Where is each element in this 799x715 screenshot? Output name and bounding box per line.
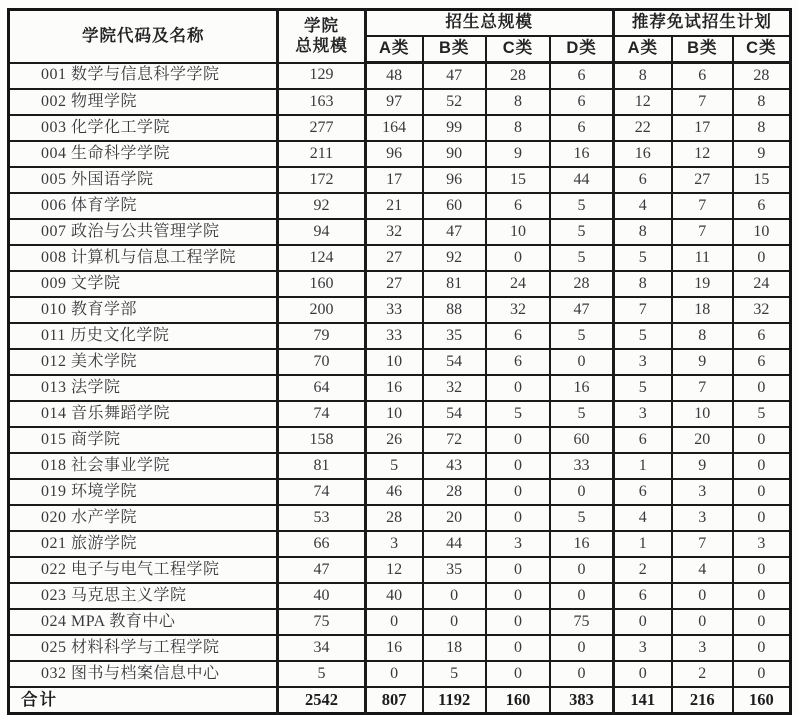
value-cell: 160	[278, 271, 365, 297]
college-name-cell: 019 环境学院	[9, 479, 278, 505]
value-cell: 10	[365, 401, 423, 427]
college-name-cell: 020 水产学院	[9, 505, 278, 531]
value-cell: 7	[672, 89, 733, 115]
value-cell: 7	[672, 219, 733, 245]
college-name-cell: 004 生命科学学院	[9, 141, 278, 167]
value-cell: 6	[613, 167, 672, 193]
value-cell: 32	[733, 297, 791, 323]
value-cell: 5	[550, 323, 613, 349]
value-cell: 40	[278, 583, 365, 609]
value-cell: 16	[550, 141, 613, 167]
table-row	[9, 297, 791, 323]
value-cell: 88	[423, 297, 486, 323]
value-cell: 92	[278, 193, 365, 219]
value-cell: 24	[733, 271, 791, 297]
header-college-total-line2: 总规模	[295, 37, 348, 56]
value-cell: 160	[486, 687, 551, 714]
value-cell: 28	[365, 505, 423, 531]
value-cell: 0	[423, 583, 486, 609]
value-cell: 2542	[278, 687, 365, 714]
value-cell: 0	[550, 661, 613, 687]
value-cell: 0	[613, 609, 672, 635]
value-cell: 28	[550, 271, 613, 297]
value-cell: 9	[733, 141, 791, 167]
value-cell: 5	[423, 661, 486, 687]
value-cell: 28	[733, 63, 791, 90]
value-cell: 6	[613, 583, 672, 609]
value-cell: 211	[278, 141, 365, 167]
value-cell: 8	[672, 323, 733, 349]
college-name-cell: 001 数学与信息科学学院	[9, 63, 278, 90]
college-name-cell: 005 外国语学院	[9, 167, 278, 193]
table-row	[9, 661, 791, 687]
value-cell: 9	[672, 453, 733, 479]
value-cell: 5	[550, 401, 613, 427]
value-cell: 8	[733, 115, 791, 141]
value-cell: 6	[486, 193, 551, 219]
value-cell: 46	[365, 479, 423, 505]
value-cell: 66	[278, 531, 365, 557]
value-cell: 0	[550, 583, 613, 609]
value-cell: 160	[733, 687, 791, 714]
value-cell: 11	[672, 245, 733, 271]
value-cell: 0	[365, 661, 423, 687]
value-cell: 6	[613, 427, 672, 453]
value-cell: 16	[550, 531, 613, 557]
value-cell: 26	[365, 427, 423, 453]
value-cell: 10	[365, 349, 423, 375]
value-cell: 47	[278, 557, 365, 583]
value-cell: 10	[733, 219, 791, 245]
value-cell: 17	[365, 167, 423, 193]
value-cell: 6	[550, 63, 613, 90]
value-cell: 6	[550, 115, 613, 141]
value-cell: 158	[278, 427, 365, 453]
value-cell: 33	[550, 453, 613, 479]
enrollment-table	[7, 8, 792, 715]
value-cell: 4	[613, 193, 672, 219]
table-row	[9, 583, 791, 609]
college-name-cell: 013 法学院	[9, 375, 278, 401]
value-cell: 6	[672, 63, 733, 90]
value-cell: 12	[365, 557, 423, 583]
value-cell: 383	[550, 687, 613, 714]
table-body	[9, 63, 791, 714]
value-cell: 5	[486, 401, 551, 427]
value-cell: 3	[672, 635, 733, 661]
value-cell: 7	[672, 375, 733, 401]
value-cell: 21	[365, 193, 423, 219]
value-cell: 10	[486, 219, 551, 245]
value-cell: 6	[733, 193, 791, 219]
value-cell: 6	[550, 89, 613, 115]
header-college-code-name: 学院代码及名称	[9, 10, 278, 63]
value-cell: 3	[486, 531, 551, 557]
value-cell: 19	[672, 271, 733, 297]
value-cell: 74	[278, 401, 365, 427]
value-cell: 0	[733, 609, 791, 635]
value-cell: 47	[423, 219, 486, 245]
value-cell: 1	[613, 453, 672, 479]
table-row	[9, 115, 791, 141]
value-cell: 96	[365, 141, 423, 167]
table-row	[9, 401, 791, 427]
value-cell: 0	[733, 245, 791, 271]
header-exempt-class-a: A类	[613, 36, 672, 63]
value-cell: 33	[365, 323, 423, 349]
value-cell: 0	[486, 479, 551, 505]
value-cell: 47	[423, 63, 486, 90]
table-row	[9, 349, 791, 375]
value-cell: 52	[423, 89, 486, 115]
value-cell: 0	[550, 349, 613, 375]
value-cell: 0	[486, 427, 551, 453]
value-cell: 54	[423, 349, 486, 375]
value-cell: 5	[365, 453, 423, 479]
table-row	[9, 453, 791, 479]
table-row	[9, 193, 791, 219]
header-enrollment-group: 招生总规模	[365, 10, 613, 37]
value-cell: 74	[278, 479, 365, 505]
table-row	[9, 375, 791, 401]
college-name-cell: 025 材料科学与工程学院	[9, 635, 278, 661]
value-cell: 5	[613, 245, 672, 271]
total-label-cell: 合计	[9, 687, 278, 714]
value-cell: 81	[423, 271, 486, 297]
value-cell: 807	[365, 687, 423, 714]
value-cell: 60	[550, 427, 613, 453]
college-name-cell: 022 电子与电气工程学院	[9, 557, 278, 583]
value-cell: 79	[278, 323, 365, 349]
value-cell: 0	[486, 635, 551, 661]
college-name-cell: 014 音乐舞蹈学院	[9, 401, 278, 427]
value-cell: 6	[733, 323, 791, 349]
value-cell: 32	[423, 375, 486, 401]
college-name-cell: 021 旅游学院	[9, 531, 278, 557]
value-cell: 16	[365, 375, 423, 401]
value-cell: 28	[423, 479, 486, 505]
value-cell: 47	[550, 297, 613, 323]
value-cell: 81	[278, 453, 365, 479]
header-college-total-scale	[278, 10, 365, 63]
value-cell: 0	[486, 609, 551, 635]
value-cell: 6	[486, 349, 551, 375]
value-cell: 16	[613, 141, 672, 167]
value-cell: 0	[733, 375, 791, 401]
value-cell: 8	[613, 63, 672, 90]
value-cell: 164	[365, 115, 423, 141]
value-cell: 0	[733, 453, 791, 479]
header-exempt-class-c: C类	[733, 36, 791, 63]
college-name-cell: 012 美术学院	[9, 349, 278, 375]
table-row	[9, 219, 791, 245]
value-cell: 40	[365, 583, 423, 609]
value-cell: 163	[278, 89, 365, 115]
value-cell: 75	[278, 609, 365, 635]
value-cell: 15	[733, 167, 791, 193]
value-cell: 16	[550, 375, 613, 401]
value-cell: 6	[486, 323, 551, 349]
value-cell: 1192	[423, 687, 486, 714]
value-cell: 0	[733, 427, 791, 453]
value-cell: 24	[486, 271, 551, 297]
header-exempt-class-b: B类	[672, 36, 733, 63]
value-cell: 0	[733, 557, 791, 583]
value-cell: 90	[423, 141, 486, 167]
table-row	[9, 635, 791, 661]
value-cell: 5	[613, 323, 672, 349]
value-cell: 97	[365, 89, 423, 115]
value-cell: 17	[672, 115, 733, 141]
college-name-cell: 003 化学化工学院	[9, 115, 278, 141]
value-cell: 27	[365, 271, 423, 297]
value-cell: 8	[613, 271, 672, 297]
header-row-groups	[9, 10, 791, 37]
value-cell: 7	[613, 297, 672, 323]
value-cell: 75	[550, 609, 613, 635]
table-row	[9, 531, 791, 557]
header-enroll-class-c: C类	[486, 36, 551, 63]
table-row	[9, 557, 791, 583]
value-cell: 0	[550, 635, 613, 661]
table-row	[9, 323, 791, 349]
value-cell: 0	[733, 635, 791, 661]
value-cell: 5	[550, 193, 613, 219]
value-cell: 5	[733, 401, 791, 427]
value-cell: 20	[423, 505, 486, 531]
value-cell: 129	[278, 63, 365, 90]
value-cell: 48	[365, 63, 423, 90]
value-cell: 124	[278, 245, 365, 271]
college-name-cell: 009 文学院	[9, 271, 278, 297]
value-cell: 20	[672, 427, 733, 453]
value-cell: 9	[672, 349, 733, 375]
value-cell: 4	[613, 505, 672, 531]
value-cell: 35	[423, 557, 486, 583]
value-cell: 0	[486, 505, 551, 531]
table-row	[9, 89, 791, 115]
value-cell: 53	[278, 505, 365, 531]
value-cell: 7	[672, 531, 733, 557]
table-row	[9, 505, 791, 531]
value-cell: 5	[550, 219, 613, 245]
value-cell: 27	[672, 167, 733, 193]
value-cell: 0	[486, 583, 551, 609]
value-cell: 5	[278, 661, 365, 687]
value-cell: 64	[278, 375, 365, 401]
college-name-cell: 006 体育学院	[9, 193, 278, 219]
value-cell: 3	[365, 531, 423, 557]
value-cell: 12	[613, 89, 672, 115]
value-cell: 3	[672, 479, 733, 505]
value-cell: 0	[486, 375, 551, 401]
college-name-cell: 008 计算机与信息工程学院	[9, 245, 278, 271]
college-name-cell: 002 物理学院	[9, 89, 278, 115]
value-cell: 5	[550, 245, 613, 271]
college-name-cell: 023 马克思主义学院	[9, 583, 278, 609]
college-name-cell: 032 图书与档案信息中心	[9, 661, 278, 687]
value-cell: 2	[613, 557, 672, 583]
value-cell: 28	[486, 63, 551, 90]
table-row	[9, 167, 791, 193]
value-cell: 70	[278, 349, 365, 375]
header-college-total-line1: 学院	[303, 16, 339, 35]
value-cell: 8	[486, 89, 551, 115]
value-cell: 12	[672, 141, 733, 167]
college-name-cell: 007 政治与公共管理学院	[9, 219, 278, 245]
value-cell: 3	[613, 401, 672, 427]
value-cell: 43	[423, 453, 486, 479]
value-cell: 94	[278, 219, 365, 245]
value-cell: 18	[423, 635, 486, 661]
value-cell: 141	[613, 687, 672, 714]
value-cell: 4	[672, 557, 733, 583]
value-cell: 99	[423, 115, 486, 141]
college-name-cell: 011 历史文化学院	[9, 323, 278, 349]
value-cell: 216	[672, 687, 733, 714]
value-cell: 60	[423, 193, 486, 219]
value-cell: 44	[550, 167, 613, 193]
value-cell: 27	[365, 245, 423, 271]
value-cell: 0	[486, 661, 551, 687]
value-cell: 0	[733, 661, 791, 687]
college-name-cell: 018 社会事业学院	[9, 453, 278, 479]
value-cell: 3	[733, 531, 791, 557]
value-cell: 0	[423, 609, 486, 635]
value-cell: 9	[486, 141, 551, 167]
header-exempt-group: 推荐免试招生计划	[613, 10, 790, 37]
value-cell: 1	[613, 531, 672, 557]
value-cell: 0	[733, 505, 791, 531]
value-cell: 0	[733, 583, 791, 609]
college-name-cell: 010 教育学部	[9, 297, 278, 323]
college-name-cell: 015 商学院	[9, 427, 278, 453]
value-cell: 32	[365, 219, 423, 245]
value-cell: 35	[423, 323, 486, 349]
value-cell: 3	[613, 349, 672, 375]
value-cell: 2	[672, 661, 733, 687]
value-cell: 0	[613, 661, 672, 687]
value-cell: 0	[365, 609, 423, 635]
value-cell: 277	[278, 115, 365, 141]
header-enroll-class-a: A类	[365, 36, 423, 63]
header-enroll-class-d: D类	[550, 36, 613, 63]
value-cell: 0	[550, 479, 613, 505]
value-cell: 5	[613, 375, 672, 401]
value-cell: 6	[613, 479, 672, 505]
value-cell: 7	[672, 193, 733, 219]
value-cell: 0	[733, 479, 791, 505]
header-enroll-class-b: B类	[423, 36, 486, 63]
table-row	[9, 63, 791, 90]
college-name-cell: 024 MPA 教育中心	[9, 609, 278, 635]
value-cell: 96	[423, 167, 486, 193]
value-cell: 32	[486, 297, 551, 323]
value-cell: 3	[672, 505, 733, 531]
value-cell: 6	[733, 349, 791, 375]
table-row	[9, 479, 791, 505]
value-cell: 18	[672, 297, 733, 323]
value-cell: 0	[672, 583, 733, 609]
table-row	[9, 609, 791, 635]
value-cell: 8	[486, 115, 551, 141]
value-cell: 8	[733, 89, 791, 115]
value-cell: 16	[365, 635, 423, 661]
value-cell: 0	[550, 557, 613, 583]
grand-total-row	[9, 687, 791, 714]
value-cell: 54	[423, 401, 486, 427]
value-cell: 8	[613, 219, 672, 245]
value-cell: 0	[486, 245, 551, 271]
value-cell: 0	[486, 557, 551, 583]
value-cell: 10	[672, 401, 733, 427]
value-cell: 15	[486, 167, 551, 193]
value-cell: 92	[423, 245, 486, 271]
value-cell: 3	[613, 635, 672, 661]
value-cell: 44	[423, 531, 486, 557]
value-cell: 0	[486, 453, 551, 479]
value-cell: 5	[550, 505, 613, 531]
value-cell: 72	[423, 427, 486, 453]
table-row	[9, 141, 791, 167]
value-cell: 200	[278, 297, 365, 323]
table-row	[9, 245, 791, 271]
table-row	[9, 271, 791, 297]
value-cell: 34	[278, 635, 365, 661]
value-cell: 22	[613, 115, 672, 141]
table-header	[9, 10, 791, 63]
value-cell: 172	[278, 167, 365, 193]
table-row	[9, 427, 791, 453]
value-cell: 33	[365, 297, 423, 323]
value-cell: 0	[672, 609, 733, 635]
